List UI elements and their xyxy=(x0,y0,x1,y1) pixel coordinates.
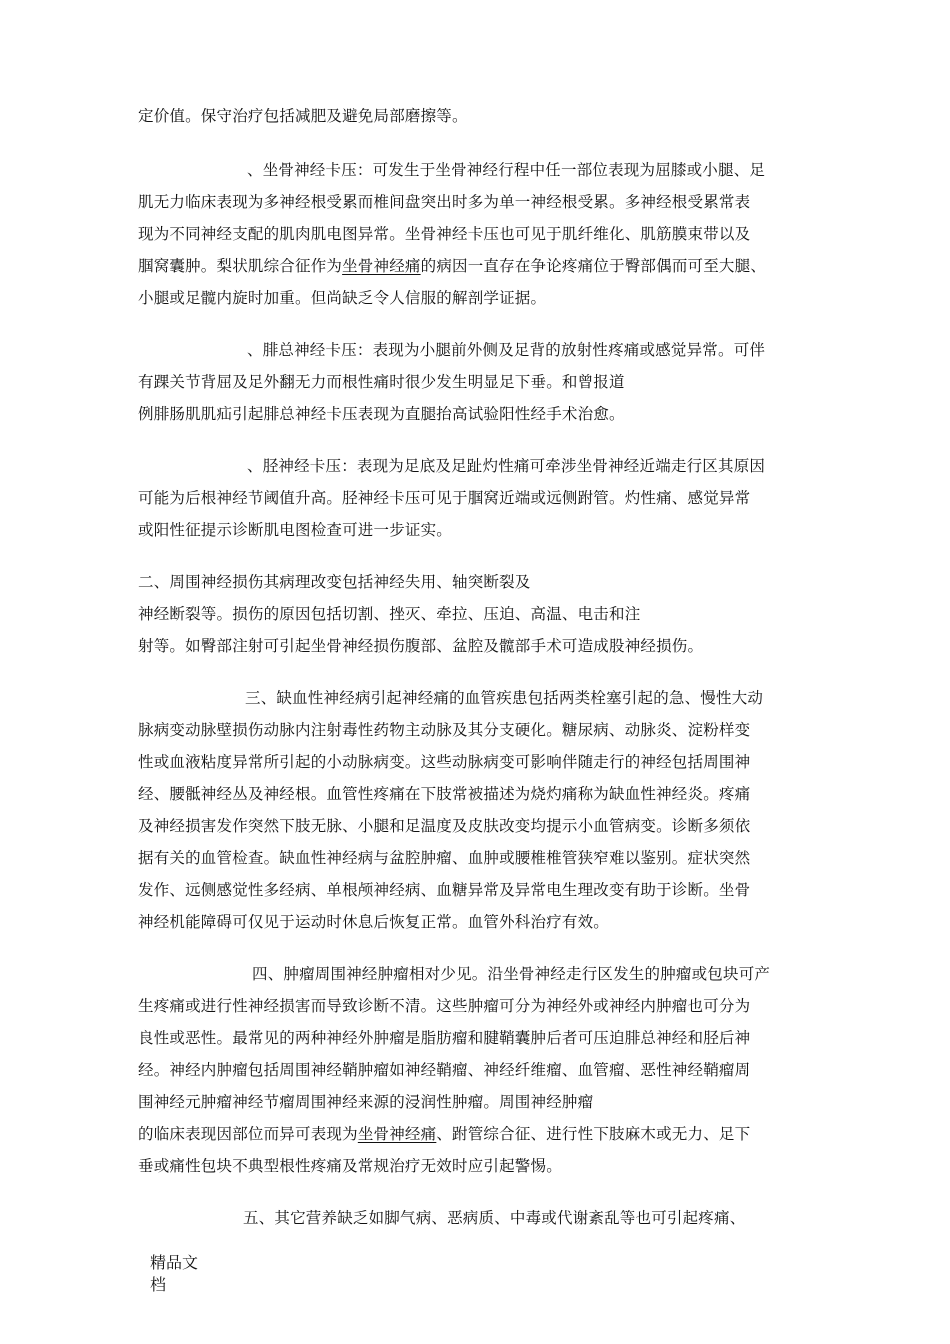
text-line xyxy=(138,912,609,932)
text-segment: 、跗管综合征、进行性下肢麻木或无力、足下 xyxy=(436,1125,751,1143)
text-line xyxy=(138,1060,750,1080)
text-line xyxy=(138,636,703,656)
text-segment: 三、缺血性神经病引起神经痛的血管疾患包括两类栓塞引起的急、慢性大动 xyxy=(245,689,764,707)
text-line xyxy=(138,784,750,804)
text-segment: 经。神经内肿瘤包括周围神经鞘肿瘤如神经鞘瘤、神经纤维瘤、血管瘤、恶性神经鞘瘤周 xyxy=(138,1061,751,1079)
text-segment: 、腓总神经卡压：表现为小腿前外侧及足背的放射性疼痛或感觉异常。可伴 xyxy=(247,341,766,359)
text-segment: 或阳性征提示诊断肌电图检查可进一步证实。 xyxy=(138,521,453,539)
text-segment: 良性或恶性。最常见的两种神经外肿瘤是脂肪瘤和腱鞘囊肿后者可压迫腓总神经和胫后神 xyxy=(138,1029,751,1047)
text-line xyxy=(247,160,765,180)
text-segment: 垂或痛性包块不典型根性疼痛及常规治疗无效时应引起警惕。 xyxy=(138,1157,562,1175)
text-line xyxy=(138,106,468,126)
text-segment: 围神经元肿瘤神经节瘤周围神经来源的浸润性肿瘤。周围神经肿瘤 xyxy=(138,1093,594,1111)
text-line xyxy=(247,340,765,360)
text-segment: 腘窝囊肿。梨状肌综合征作为 xyxy=(138,257,343,275)
text-line xyxy=(252,964,770,984)
text-line xyxy=(245,688,763,708)
text-segment: 二、周围神经损伤其病理改变包括神经失用、轴突断裂及 xyxy=(138,573,531,591)
text-segment: 、坐骨神经卡压：可发生于坐骨神经行程中任一部位表现为屈膝或小腿、足 xyxy=(247,161,766,179)
text-line xyxy=(138,520,452,540)
text-segment: 例腓肠肌肌疝引起腓总神经卡压表现为直腿抬高试验阳性经手术治愈。 xyxy=(138,405,625,423)
text-segment: 及神经损害发作突然下肢无脉、小腿和足温度及皮肤改变均提示小血管病变。诊断多须依 xyxy=(138,817,751,835)
text-segment: 脉病变动脉壁损伤动脉内注射毒性药物主动脉及其分支硬化。糖尿病、动脉炎、淀粉样变 xyxy=(138,721,751,739)
text-segment: 据有关的血管检查。缺血性神经病与盆腔肿瘤、血肿或腰椎椎管狭窄难以鉴别。症状突然 xyxy=(138,849,751,867)
text-segment: 射等。如臀部注射可引起坐骨神经损伤腹部、盆腔及髋部手术可造成股神经损伤。 xyxy=(138,637,704,655)
text-segment: 的临床表现因部位而异可表现为 xyxy=(138,1125,358,1143)
text-segment: 生疼痛或进行性神经损害而导致诊断不清。这些肿瘤可分为神经外或神经内肿瘤也可分为 xyxy=(138,997,751,1015)
text-line xyxy=(138,848,750,868)
text-line xyxy=(138,1092,593,1112)
text-segment: 可能为后根神经节阈值升高。胫神经卡压可见于腘窝近端或远侧跗管。灼性痛、感觉异常 xyxy=(138,489,751,507)
text-segment: 定价值。保守治疗包括减肥及避免局部磨擦等。 xyxy=(138,107,468,125)
text-line xyxy=(138,488,750,508)
text-segment: 肌无力临床表现为多神经根受累而椎间盘突出时多为单一神经根受累。多神经根受累常表 xyxy=(138,193,751,211)
text-line xyxy=(138,572,531,592)
text-segment: 五、其它营养缺乏如脚气病、恶病质、中毒或代谢紊乱等也可引起疼痛、 xyxy=(243,1209,746,1227)
text-line xyxy=(138,1156,562,1176)
text-line xyxy=(138,192,750,212)
text-line xyxy=(138,288,546,308)
text-line xyxy=(138,404,625,424)
text-segment: 发作、远侧感觉性多经病、单根颅神经病、血糖异常及异常电生理改变有助于诊断。坐骨 xyxy=(138,881,751,899)
text-segment: 神经机能障碍可仅见于运动时休息后恢复正常。血管外科治疗有效。 xyxy=(138,913,610,931)
text-line xyxy=(138,604,640,624)
underlined-term[interactable]: 坐骨神经痛 xyxy=(357,1125,437,1143)
text-line xyxy=(138,816,750,836)
text-line xyxy=(138,720,750,740)
text-segment: 神经断裂等。损伤的原因包括切割、挫灭、牵拉、压迫、高温、电击和注 xyxy=(138,605,641,623)
text-segment: 小腿或足髋内旋时加重。但尚缺乏令人信服的解剖学证据。 xyxy=(138,289,547,307)
text-segment: 、胫神经卡压：表现为足底及足趾灼性痛可牵涉坐骨神经近端走行区其原因 xyxy=(247,457,766,475)
text-segment: 的病因一直存在争论疼痛位于臀部偶而可至大腿、 xyxy=(420,257,767,275)
text-segment: 四、肿瘤周围神经肿瘤相对少见。沿坐骨神经走行区发生的肿瘤或包块可产 xyxy=(252,965,771,983)
text-segment: 有踝关节背屈及足外翻无力而根性痛时很少发生明显足下垂。和曾报道 xyxy=(138,373,625,391)
text-segment: 现为不同神经支配的肌肉肌电图异常。坐骨神经卡压也可见于肌纤维化、肌筋膜束带以及 xyxy=(138,225,751,243)
text-segment: 经、腰骶神经丛及神经根。血管性疼痛在下肢常被描述为烧灼痛称为缺血性神经炎。疼痛 xyxy=(138,785,751,803)
text-line xyxy=(138,256,766,276)
footer-watermark: 精品文档 xyxy=(150,1253,199,1294)
text-line xyxy=(247,456,765,476)
text-segment: 性或血液粘度异常所引起的小动脉病变。这些动脉病变可影响伴随走行的神经包括周围神 xyxy=(138,753,751,771)
text-line xyxy=(243,1208,745,1228)
text-line xyxy=(138,224,750,244)
underlined-term[interactable]: 坐骨神经痛 xyxy=(342,257,421,275)
text-line xyxy=(138,880,750,900)
text-line xyxy=(138,996,750,1016)
text-line xyxy=(138,372,625,392)
text-line xyxy=(138,1028,750,1048)
text-line xyxy=(138,1124,750,1144)
text-line xyxy=(138,752,750,772)
